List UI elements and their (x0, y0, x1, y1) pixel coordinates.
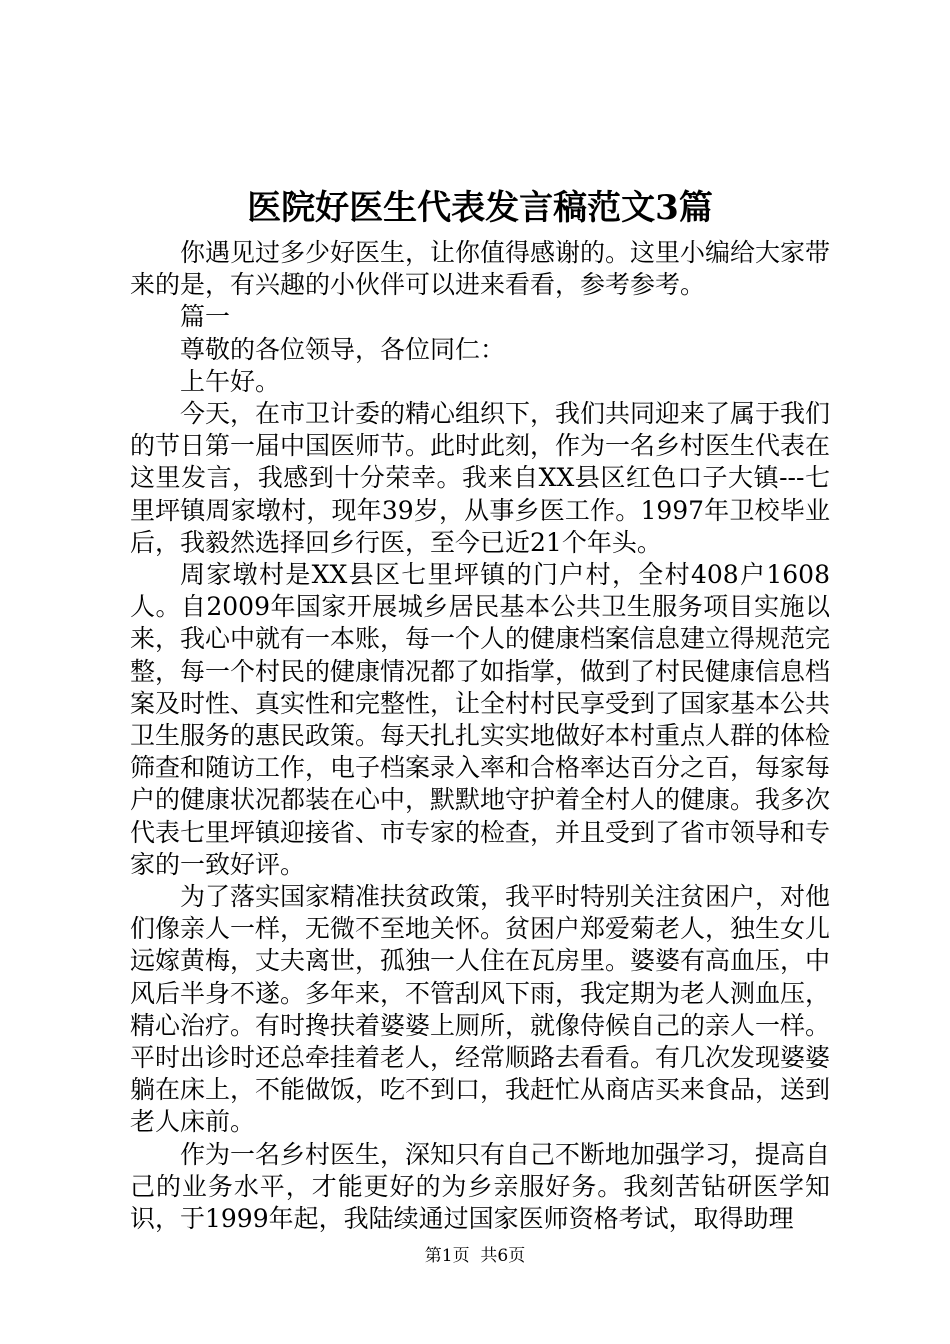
page-number-footer: 第1页 共6页 (424, 1246, 526, 1266)
paragraph-salutation: 尊敬的各位领导，各位同仁： (180, 334, 506, 364)
paragraph-body: 为了落实国家精准扶贫政策，我平时特别关注贫困户，对他们像亲人一样，无微不至地关怀。贫困户郑爱菊老人，独生女儿远嫁黄梅，丈夫离世，孤独一人住在瓦房里。婆婆有高血压，中风后半身不遂。多年来，不管刮风下雨，我定期为老人测血压，精心治疗。有时搀扶着婆婆上厕所，就像侍候自己的亲人一样。平时出诊时还总牵挂着老人，经常顺路去看看。有几次发现婆婆躺在床上，不能做饭，吃不到口，我赶忙从商店买来食品，送到老人床前。 (130, 882, 831, 1137)
document-title: 医院好医生代表发言稿范文3篇 (247, 188, 713, 228)
paragraph-body: 作为一名乡村医生，深知只有自己不断地加强学习，提高自己的业务水平，才能更好的为乡亲服好务。我刻苦钻研医学知识，于1999年起，我陆续通过国家医师资格考试，取得助理 (130, 1139, 831, 1234)
paragraph-intro: 你遇见过多少好医生，让你值得感谢的。这里小编给大家带来的是，有兴趣的小伙伴可以进来看看，参考参考。 (130, 238, 831, 300)
paragraph-body: 周家墩村是XX县区七里坪镇的门户村，全村408户1608人。自2009年国家开展城乡居民基本公共卫生服务项目实施以来，我心中就有一本账，每一个人的健康档案信息建立得规范完整，每一个村民的健康情况都了如指掌，做到了村民健康信息档案及时性、真实性和完整性，让全村村民享受到了国家基本公共卫生服务的惠民政策。每天扎扎实实地做好本村重点人群的体检筛查和随访工作，电子档案录入率和合格率达百分之百，每家每户的健康状况都装在心中，默默地守护着全村人的健康。我多次代表七里坪镇迎接省、市专家的检查，并且受到了省市领导和专家的一致好评。 (130, 560, 831, 879)
paragraph-section-heading: 篇一 (180, 302, 231, 332)
document-body (130, 237, 830, 1235)
paragraph-body: 今天，在市卫计委的精心组织下，我们共同迎来了属于我们的节日第一届中国医师节。此时此刻，作为一名乡村医生代表在这里发言，我感到十分荣幸。我来自XX县区红色口子大镇---七里坪镇周家墩村，现年39岁，从事乡医工作。1997年卫校毕业后，我毅然选择回乡行医，至今已近21个年头。 (130, 399, 831, 557)
paragraph-greeting: 上午好。 (180, 366, 281, 396)
